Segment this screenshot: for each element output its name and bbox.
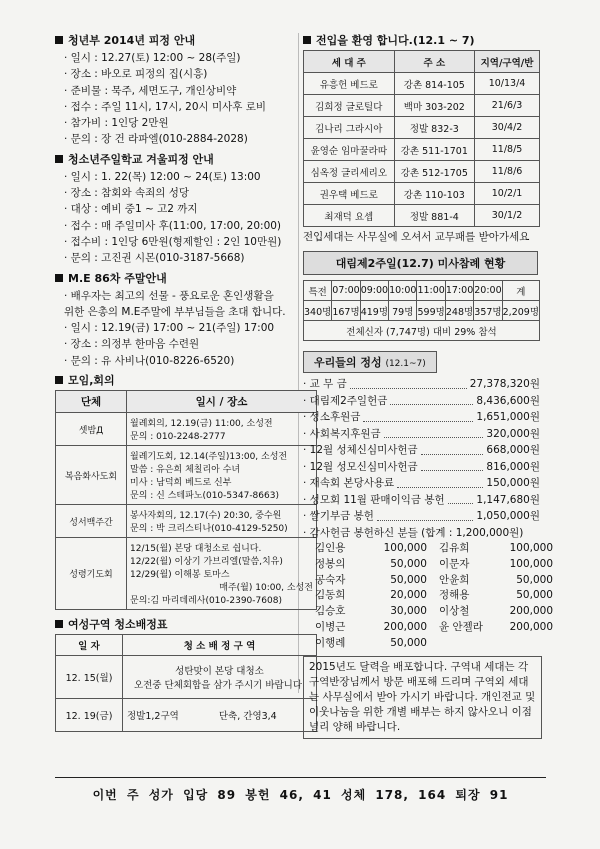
teen-camp-line: · 접수 : 매 주일미사 후(11:00, 17:00, 20:00) <box>64 219 282 232</box>
youth-camp-section <box>55 33 317 148</box>
youth-camp-line: · 일시 : 12.27(토) 12:00 ~ 28(주일) <box>64 52 241 64</box>
donor-amount: 50,000 <box>516 589 553 602</box>
table-cell: 정발 881-4 <box>394 205 474 227</box>
meeting-detail: 문의 : 010-2248-2777 <box>130 432 226 443</box>
mass-count: 2,209명 <box>502 301 539 321</box>
mass-count: 419명 <box>360 301 388 321</box>
donation-amount: 150,000원 <box>486 477 540 490</box>
table-cell: 강촌 511-1701 <box>394 139 474 161</box>
table-cell: 김희정 글로틸다 <box>304 95 395 117</box>
me-title: M.E 86차 주말안내 <box>68 271 167 285</box>
group-name: 성서백주간 <box>56 505 127 538</box>
mass-count: 340명 <box>304 301 332 321</box>
donor-name: 이상철 <box>439 605 470 618</box>
teen-camp-section <box>55 152 317 267</box>
table-cell: 21/6/3 <box>475 95 540 117</box>
meeting-detail: 12/15(월) 본당 대청소로 쉽니다. <box>130 544 262 555</box>
list-item <box>303 442 540 459</box>
donation-label: · 성소후원금 <box>303 411 361 424</box>
meetings-title: 모임,회의 <box>68 374 115 388</box>
me-line: · 장소 : 의정부 한마음 수련원 <box>64 338 200 351</box>
meeting-detail: 월례기도회, 12.14(주일)13:00, 소성전 <box>130 452 288 463</box>
column-header: 지역/구역/반 <box>475 51 540 73</box>
mass-time: 20:00 <box>474 281 502 301</box>
donations-period: (12.1~7) <box>385 359 426 370</box>
movein-title: 전입을 환영 합니다.(12.1 ~ 7) <box>316 34 475 47</box>
donor-amount: 30,000 <box>390 605 427 618</box>
mass-time: 17:00 <box>445 281 473 301</box>
list-item <box>303 492 540 509</box>
cleaning-table <box>55 634 317 732</box>
donor-name: 정봉의 <box>315 557 346 570</box>
calendar-notice: 2015년도 달력을 배포합니다. 구역내 세대는 각 구역반장님께서 방문 배포해 드리며 구역외 세대는 사무실에서 받아 가시기 바랍니다. 개인전교 및 이웃나눔을 위한 개별 배부는 하지 않사오니 이점 널리 양해 바랍니다. <box>303 656 542 739</box>
youth-camp-line: · 문의 : 장 건 라파엘(010-2884-2028) <box>64 133 248 146</box>
donor-name: 공숙자 <box>315 573 346 586</box>
donation-amount: 1,147,680원 <box>476 493 540 506</box>
table-row <box>56 538 317 610</box>
table-row <box>304 139 540 161</box>
meetings-section <box>55 373 317 610</box>
donation-label: · 12월 성모신심미사헌금 <box>303 460 418 473</box>
thanks-heading: · 감사헌금 봉헌하신 분들 (합계 : 1,200,000원) <box>303 526 524 539</box>
teen-camp-title: 청소년주일학교 겨울피정 안내 <box>68 152 214 166</box>
table-row <box>56 413 317 446</box>
column-header: 일 자 <box>56 635 123 656</box>
meeting-detail: 매주(월) 10:00, 소성전 <box>219 583 313 594</box>
mass-count: 167명 <box>332 301 360 321</box>
donor-amount: 50,000 <box>390 557 427 570</box>
meeting-detail: 월례회의, 12.19(금) 11:00, 소성전 <box>130 419 273 430</box>
cleaning-note: 오전중 단체회합을 삼가 주시기 바랍니다. <box>133 680 306 692</box>
donor-name: 이행례 <box>315 636 346 649</box>
donation-amount: 668,000원 <box>486 444 540 457</box>
square-bullet-icon <box>55 155 63 163</box>
mass-title: 대림제2주일(12.7) 미사참례 현황 <box>303 251 538 275</box>
table-cell: 10/2/1 <box>475 183 540 205</box>
cleaning-date: 12. 15(월) <box>56 656 123 699</box>
table-cell: 강촌 814-105 <box>394 73 474 95</box>
cleaning-note: 성탄맞이 본당 대청소 <box>175 666 264 678</box>
group-name: 셋밤Д <box>56 413 127 446</box>
cleaning-area: 단축, 간영3,4 <box>215 699 317 732</box>
table-row <box>304 301 540 321</box>
table-header-row <box>56 391 317 413</box>
list-item <box>303 508 540 525</box>
column-header: 일시 / 장소 <box>127 391 317 413</box>
list-item <box>303 409 540 426</box>
mass-count: 79명 <box>389 301 417 321</box>
table-cell: 김나리 그라시아 <box>304 117 395 139</box>
youth-camp-title: 청년부 2014년 피정 안내 <box>68 34 196 47</box>
youth-camp-line: · 접수 : 주일 11시, 17시, 20시 미사후 로비 <box>64 100 267 113</box>
table-header-row <box>304 51 540 73</box>
donation-label: · 교 무 금 <box>303 378 347 391</box>
me-line: · 일시 : 12.19(금) 17:00 ~ 21(주일) 17:00 <box>64 322 275 335</box>
donor-amount: 100,000 <box>383 542 427 555</box>
donor-amount: 20,000 <box>390 589 427 602</box>
donor-amount: 100,000 <box>509 542 553 555</box>
footer-divider <box>55 777 546 778</box>
donation-label: · 재속회 본당사용료 <box>303 477 395 490</box>
square-bullet-icon <box>55 274 63 282</box>
teen-camp-line: · 접수비 : 1인당 6만원(형제할인 : 2인 10만원) <box>64 235 282 248</box>
table-row <box>304 161 540 183</box>
table-cell: 강촌 110-103 <box>394 183 474 205</box>
mass-count: 248명 <box>445 301 473 321</box>
square-bullet-icon <box>55 36 63 44</box>
table-row <box>304 183 540 205</box>
teen-camp-line: · 일시 : 1. 22(목) 12:00 ~ 24(토) 13:00 <box>64 170 261 183</box>
table-row <box>56 446 317 505</box>
donor-amount: 50,000 <box>390 573 427 586</box>
mass-time: 10:00 <box>389 281 417 301</box>
thanks-names <box>303 541 553 652</box>
table-row <box>304 321 540 341</box>
donor-amount: 200,000 <box>383 621 427 634</box>
donor-amount: 200,000 <box>509 605 553 618</box>
meeting-detail: 문의:김 마리데레사(010-2390-7608) <box>130 596 282 607</box>
donor-name: 정해용 <box>439 589 470 602</box>
mass-time: 계 <box>502 281 539 301</box>
column-header: 단체 <box>56 391 127 413</box>
table-cell: 30/4/2 <box>475 117 540 139</box>
donor-amount: 50,000 <box>516 573 553 586</box>
mass-time: 07:00 <box>332 281 360 301</box>
donor-amount: 100,000 <box>509 557 553 570</box>
donation-amount: 27,378,320원 <box>469 378 540 391</box>
teen-camp-line: · 장소 : 참회와 속죄의 성당 <box>64 187 189 200</box>
youth-camp-line: · 준비물 : 묵주, 세면도구, 개인상비약 <box>64 84 237 97</box>
mass-time: 특전 <box>304 281 332 301</box>
meeting-detail: 문의 : 신 스테파노(010-5347-8663) <box>130 491 279 502</box>
meeting-detail: 12/29(월) 이해봉 토마스 <box>130 570 230 581</box>
donation-amount: 816,000원 <box>486 460 540 473</box>
donor-name: 김동희 <box>315 589 346 602</box>
donation-label: · 사회복지후원금 <box>303 427 381 440</box>
donor-name: 이문자 <box>439 557 470 570</box>
group-name: 성령기도회 <box>56 538 127 610</box>
donor-name: 김승호 <box>315 605 346 618</box>
movein-table <box>303 50 540 227</box>
meeting-detail: 미사 : 남덕희 베드로 신부 <box>130 478 232 489</box>
table-row <box>304 281 540 301</box>
donor-name: 이병근 <box>315 621 346 634</box>
list-item <box>303 393 540 410</box>
left-column <box>55 33 317 732</box>
cleaning-area: 정발1,2구역 <box>123 699 215 732</box>
me-line: · 문의 : 유 사비나(010-8226-6520) <box>64 354 235 367</box>
donations-list <box>303 376 540 541</box>
donor-name: 김인용 <box>315 542 346 555</box>
table-row <box>304 117 540 139</box>
me-section <box>55 271 317 369</box>
teen-camp-line: · 대상 : 예비 중1 ~ 고2 까지 <box>64 203 198 216</box>
cleaning-title: 여성구역 청소배정표 <box>68 618 168 632</box>
table-cell: 11/8/5 <box>475 139 540 161</box>
table-row <box>304 95 540 117</box>
table-cell: 정발 832-3 <box>394 117 474 139</box>
table-cell: 10/13/4 <box>475 73 540 95</box>
donation-amount: 8,436,600원 <box>476 394 540 407</box>
table-row <box>56 505 317 538</box>
donor-amount: 50,000 <box>390 636 427 649</box>
youth-camp-line: · 장소 : 바오로 피정의 집(시흥) <box>64 68 208 81</box>
table-header-row <box>56 635 317 656</box>
mass-count: 357명 <box>474 301 502 321</box>
movein-section <box>303 33 546 245</box>
meeting-detail: 봉사자회의, 12.17(수) 20:30, 중수원 <box>130 511 282 522</box>
movein-note: 전입세대는 사무실에 오셔서 교무패를 받아가세요 <box>303 231 530 243</box>
donation-label: · 성모회 11월 판매이익금 봉헌 <box>303 493 445 506</box>
table-cell: 백마 303-202 <box>394 95 474 117</box>
meeting-detail: 문의 : 박 크리스티나(010-4129-5250) <box>130 524 288 535</box>
table-row <box>56 699 317 732</box>
cleaning-date: 12. 19(금) <box>56 699 123 732</box>
meeting-detail: 말씀 : 유은희 체칠리아 수녀 <box>130 465 241 476</box>
mass-summary: 전체신자 (7,747명) 대비 29% 참석 <box>304 321 540 341</box>
table-cell: 강촌 512-1705 <box>394 161 474 183</box>
list-item <box>303 459 540 476</box>
cleaning-section <box>55 617 317 732</box>
table-cell: 최재덕 요셉 <box>304 205 395 227</box>
square-bullet-icon <box>303 36 311 44</box>
donations-title: 우리들의 정성 <box>314 356 382 370</box>
table-cell: 심옥정 글리세리오 <box>304 161 395 183</box>
meeting-detail: 12/22(월) 이상기 가브리엘(말씀,치유) <box>130 557 283 568</box>
right-column <box>303 33 553 739</box>
donor-name: 안윤희 <box>439 573 470 586</box>
me-line: · 배우자는 최고의 선물 - 풍요로운 혼인생활을 <box>64 289 274 302</box>
donor-name: 윤 안젤라 <box>439 621 483 634</box>
meetings-table <box>55 390 317 610</box>
donations-section <box>303 351 553 651</box>
donation-amount: 320,000원 <box>486 427 540 440</box>
square-bullet-icon <box>55 620 63 628</box>
table-row <box>304 73 540 95</box>
table-cell: 유흥헌 베드로 <box>304 73 395 95</box>
donation-label: · 쌀기부금 봉헌 <box>303 510 374 523</box>
donor-name: 김유희 <box>439 542 470 555</box>
youth-camp-line: · 참가비 : 1인당 2만원 <box>64 117 169 130</box>
mass-count: 599명 <box>417 301 445 321</box>
column-header: 세 대 주 <box>304 51 395 73</box>
mass-time: 11:00 <box>417 281 445 301</box>
donation-label: · 대림제2주일헌금 <box>303 394 388 407</box>
group-name: 복음화사도회 <box>56 446 127 505</box>
hymn-footer: 이번 주 성가 입당 89 봉헌 46, 41 성체 178, 164 퇴장 91 <box>92 788 509 802</box>
donation-amount: 1,651,000원 <box>476 411 540 424</box>
mass-time: 09:00 <box>360 281 388 301</box>
donor-amount: 200,000 <box>509 621 553 634</box>
table-cell: 30/1/2 <box>475 205 540 227</box>
me-line: 위한 은총의 M.E주말에 부부님들을 초대 합니다. <box>64 305 286 318</box>
list-item <box>303 475 540 492</box>
table-cell: 11/8/6 <box>475 161 540 183</box>
mass-section <box>303 251 546 341</box>
square-bullet-icon <box>55 376 63 384</box>
donation-label: · 12월 성체신심미사헌금 <box>303 444 418 457</box>
mass-table <box>303 280 540 341</box>
table-row <box>304 205 540 227</box>
list-item <box>303 426 540 443</box>
list-item <box>303 376 540 393</box>
donation-amount: 1,050,000원 <box>476 510 540 523</box>
table-cell: 윤영순 임마꿀라따 <box>304 139 395 161</box>
teen-camp-line: · 문의 : 고진권 시몬(010-3187-5668) <box>64 252 245 265</box>
table-cell: 권우택 베드로 <box>304 183 395 205</box>
column-header: 주 소 <box>394 51 474 73</box>
table-row <box>56 656 317 699</box>
column-header: 청 소 배 정 구 역 <box>123 635 317 656</box>
